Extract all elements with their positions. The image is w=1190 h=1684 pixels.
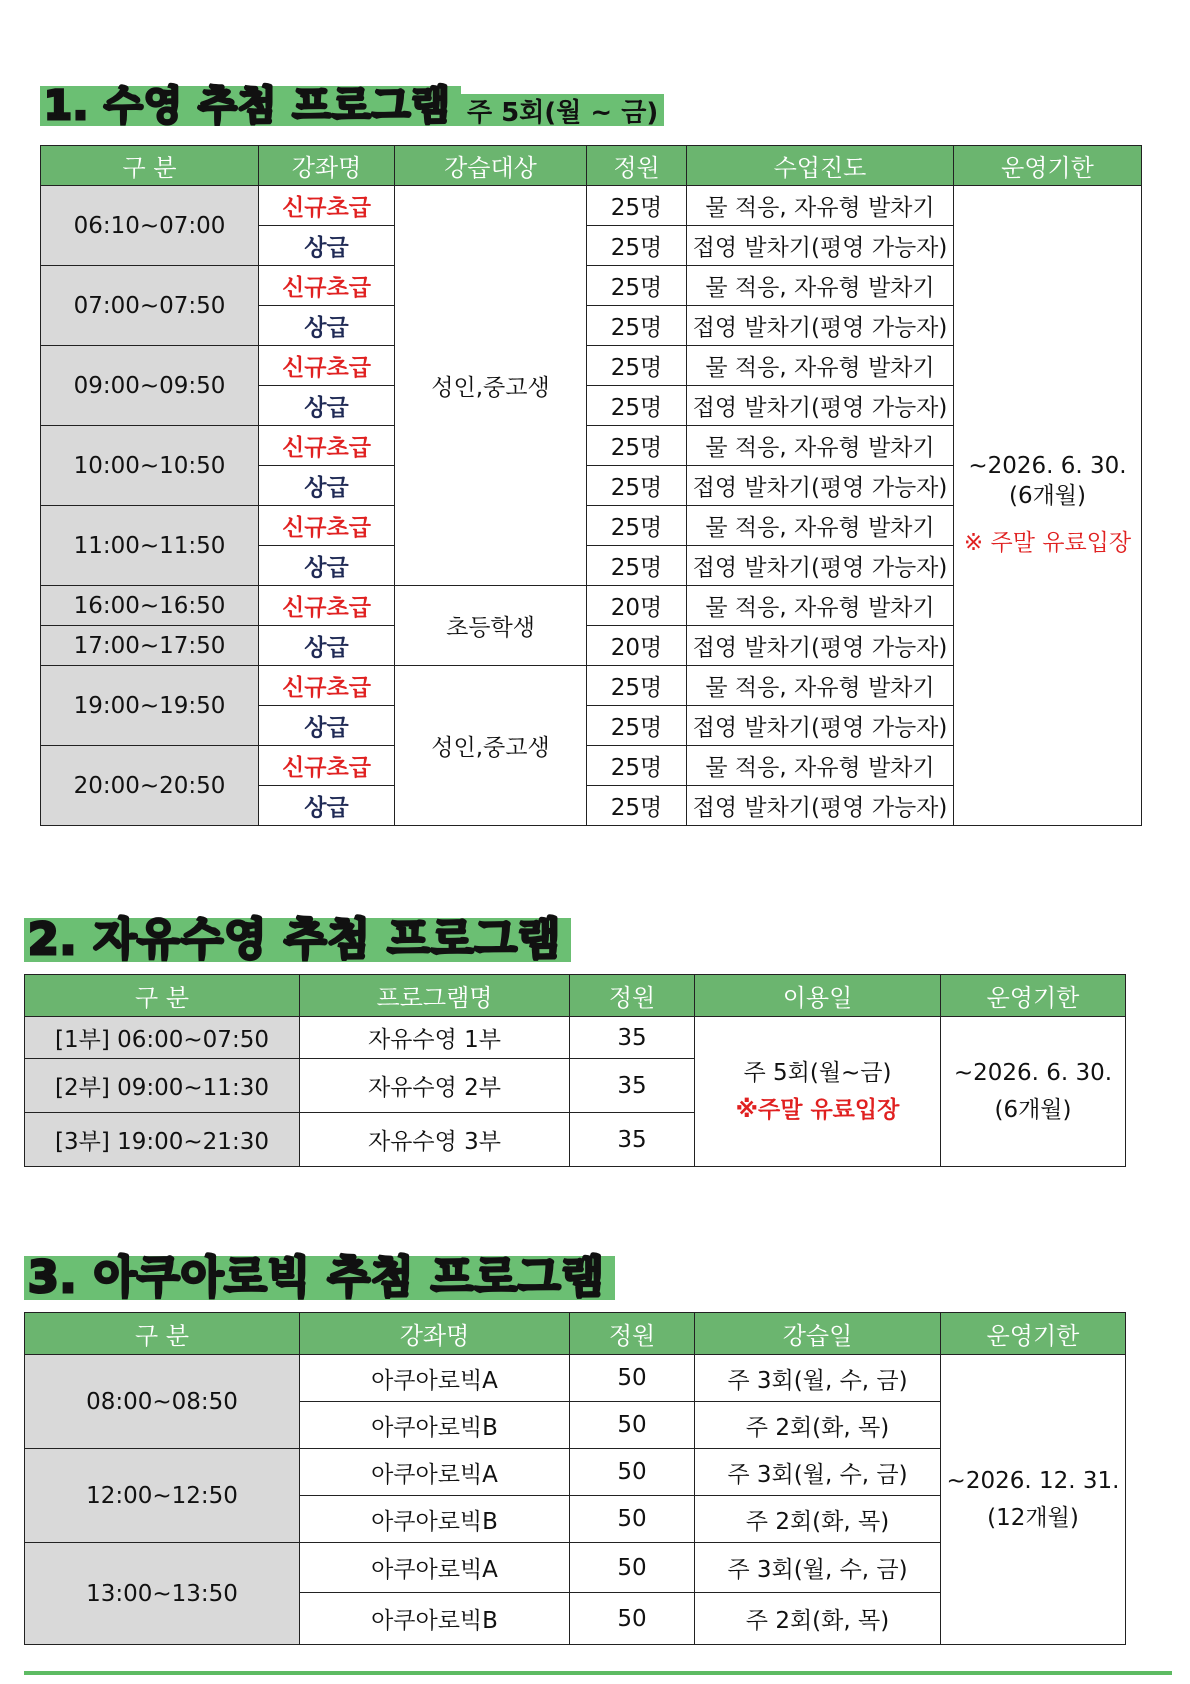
level-beginner: 신규초급	[259, 746, 395, 786]
capacity: 25명	[587, 386, 687, 426]
section1-title	[40, 80, 664, 129]
capacity: 50	[570, 1496, 695, 1543]
level-advanced: 상급	[259, 386, 395, 426]
period-cell	[954, 186, 1142, 826]
progress: 물 적응, 자유형 발차기	[687, 266, 954, 306]
progress: 접영 발차기(평영 가능자)	[687, 546, 954, 586]
capacity: 50	[570, 1543, 695, 1593]
period-date: ~2026. 6. 30.	[968, 452, 1127, 479]
time-slot: 08:00~08:50	[25, 1355, 300, 1449]
progress: 물 적응, 자유형 발차기	[687, 346, 954, 386]
bottom-divider	[24, 1671, 1172, 1675]
class-name: 아쿠아로빅A	[300, 1449, 570, 1496]
level-beginner: 신규초급	[259, 666, 395, 706]
header-progress: 수업진도	[687, 146, 954, 186]
header-period: 운영기한	[954, 146, 1142, 186]
program-name: 자유수영 2부	[300, 1059, 570, 1113]
header-days: 이용일	[695, 975, 941, 1017]
progress: 접영 발차기(평영 가능자)	[687, 786, 954, 826]
aquarobic-table	[24, 1312, 1126, 1645]
level-advanced: 상급	[259, 546, 395, 586]
capacity: 25명	[587, 506, 687, 546]
time-slot: 06:10~07:00	[41, 186, 259, 266]
capacity: 25명	[587, 666, 687, 706]
class-name: 아쿠아로빅B	[300, 1402, 570, 1449]
progress: 물 적응, 자유형 발차기	[687, 666, 954, 706]
progress: 접영 발차기(평영 가능자)	[687, 306, 954, 346]
capacity: 25명	[587, 706, 687, 746]
level-beginner: 신규초급	[259, 266, 395, 306]
capacity: 25명	[587, 546, 687, 586]
time-slot: 10:00~10:50	[41, 426, 259, 506]
capacity: 35	[570, 1059, 695, 1113]
period-months: (12개월)	[987, 1504, 1079, 1531]
capacity: 50	[570, 1402, 695, 1449]
header-capacity: 정원	[570, 975, 695, 1017]
time-slot: 11:00~11:50	[41, 506, 259, 586]
table-row	[25, 1017, 1126, 1059]
capacity: 25명	[587, 226, 687, 266]
header-period: 운영기한	[941, 975, 1126, 1017]
capacity: 35	[570, 1017, 695, 1059]
section2-title	[24, 912, 571, 965]
level-advanced: 상급	[259, 226, 395, 266]
weekend-note: ※주말 유료입장	[735, 1096, 900, 1123]
level-advanced: 상급	[259, 706, 395, 746]
time-slot: [1부] 06:00~07:50	[25, 1017, 300, 1059]
capacity: 25명	[587, 786, 687, 826]
period-months: (6개월)	[1008, 482, 1086, 509]
level-beginner: 신규초급	[259, 586, 395, 626]
progress: 물 적응, 자유형 발차기	[687, 186, 954, 226]
level-beginner: 신규초급	[259, 346, 395, 386]
period-cell	[941, 1017, 1126, 1167]
target-group: 성인,중고생	[395, 186, 587, 586]
program-name: 자유수영 1부	[300, 1017, 570, 1059]
progress: 물 적응, 자유형 발차기	[687, 586, 954, 626]
level-beginner: 신규초급	[259, 426, 395, 466]
header-program: 프로그램명	[300, 975, 570, 1017]
time-slot: 20:00~20:50	[41, 746, 259, 826]
time-slot: 12:00~12:50	[25, 1449, 300, 1543]
progress: 접영 발차기(평영 가능자)	[687, 706, 954, 746]
weekend-note: ※ 주말 유료입장	[963, 530, 1132, 557]
table-row	[25, 1355, 1126, 1402]
header-course: 강좌명	[259, 146, 395, 186]
table-row	[41, 186, 1142, 226]
capacity: 25명	[587, 346, 687, 386]
time-slot: 09:00~09:50	[41, 346, 259, 426]
days-cell	[695, 1017, 941, 1167]
free-swim-table	[24, 974, 1126, 1167]
capacity: 20명	[587, 586, 687, 626]
capacity: 25명	[587, 466, 687, 506]
period-date: ~2026. 6. 30.	[953, 1059, 1113, 1086]
section1-subtitle: 주 5회(월 ~ 금)	[461, 94, 664, 126]
swim-lottery-table	[40, 145, 1142, 826]
class-days: 주 3회(월, 수, 금)	[695, 1543, 941, 1593]
class-days: 주 2회(화, 목)	[695, 1496, 941, 1543]
capacity: 35	[570, 1113, 695, 1167]
progress: 접영 발차기(평영 가능자)	[687, 226, 954, 266]
class-name: 아쿠아로빅B	[300, 1496, 570, 1543]
class-days: 주 2회(화, 목)	[695, 1593, 941, 1645]
period-date: ~2026. 12. 31.	[946, 1467, 1120, 1494]
class-days: 주 3회(월, 수, 금)	[695, 1449, 941, 1496]
capacity: 20명	[587, 626, 687, 666]
progress: 물 적응, 자유형 발차기	[687, 506, 954, 546]
header-division: 구 분	[25, 975, 300, 1017]
progress: 접영 발차기(평영 가능자)	[687, 466, 954, 506]
progress: 물 적응, 자유형 발차기	[687, 426, 954, 466]
header-capacity: 정원	[587, 146, 687, 186]
header-course: 강좌명	[300, 1313, 570, 1355]
time-slot: 16:00~16:50	[41, 586, 259, 626]
capacity: 25명	[587, 306, 687, 346]
capacity: 25명	[587, 186, 687, 226]
section1-heading: 1. 수영 추첨 프로그램	[40, 86, 461, 126]
header-capacity: 정원	[570, 1313, 695, 1355]
target-group: 초등학생	[395, 586, 587, 666]
time-slot: 17:00~17:50	[41, 626, 259, 666]
class-days: 주 2회(화, 목)	[695, 1402, 941, 1449]
level-beginner: 신규초급	[259, 186, 395, 226]
capacity: 50	[570, 1593, 695, 1645]
section2-heading: 2. 자유수영 추첨 프로그램	[24, 918, 571, 962]
target-group: 성인,중고생	[395, 666, 587, 826]
time-slot: [3부] 19:00~21:30	[25, 1113, 300, 1167]
time-slot: 07:00~07:50	[41, 266, 259, 346]
header-period: 운영기한	[941, 1313, 1126, 1355]
section3-title	[24, 1250, 615, 1303]
progress: 물 적응, 자유형 발차기	[687, 746, 954, 786]
days-text: 주 5회(월~금)	[743, 1059, 892, 1086]
capacity: 25명	[587, 266, 687, 306]
class-days: 주 3회(월, 수, 금)	[695, 1355, 941, 1402]
capacity: 25명	[587, 426, 687, 466]
time-slot: 13:00~13:50	[25, 1543, 300, 1645]
class-name: 아쿠아로빅A	[300, 1543, 570, 1593]
level-advanced: 상급	[259, 626, 395, 666]
period-cell	[941, 1355, 1126, 1645]
program-name: 자유수영 3부	[300, 1113, 570, 1167]
capacity: 50	[570, 1355, 695, 1402]
capacity: 50	[570, 1449, 695, 1496]
level-advanced: 상급	[259, 306, 395, 346]
header-division: 구 분	[25, 1313, 300, 1355]
header-division: 구 분	[41, 146, 259, 186]
class-name: 아쿠아로빅A	[300, 1355, 570, 1402]
capacity: 25명	[587, 746, 687, 786]
period-months: (6개월)	[994, 1096, 1072, 1123]
progress: 접영 발차기(평영 가능자)	[687, 386, 954, 426]
section3-heading: 3. 아쿠아로빅 추첨 프로그램	[24, 1256, 615, 1300]
time-slot: [2부] 09:00~11:30	[25, 1059, 300, 1113]
level-advanced: 상급	[259, 786, 395, 826]
class-name: 아쿠아로빅B	[300, 1593, 570, 1645]
header-target: 강습대상	[395, 146, 587, 186]
header-days: 강습일	[695, 1313, 941, 1355]
time-slot: 19:00~19:50	[41, 666, 259, 746]
progress: 접영 발차기(평영 가능자)	[687, 626, 954, 666]
level-beginner: 신규초급	[259, 506, 395, 546]
level-advanced: 상급	[259, 466, 395, 506]
